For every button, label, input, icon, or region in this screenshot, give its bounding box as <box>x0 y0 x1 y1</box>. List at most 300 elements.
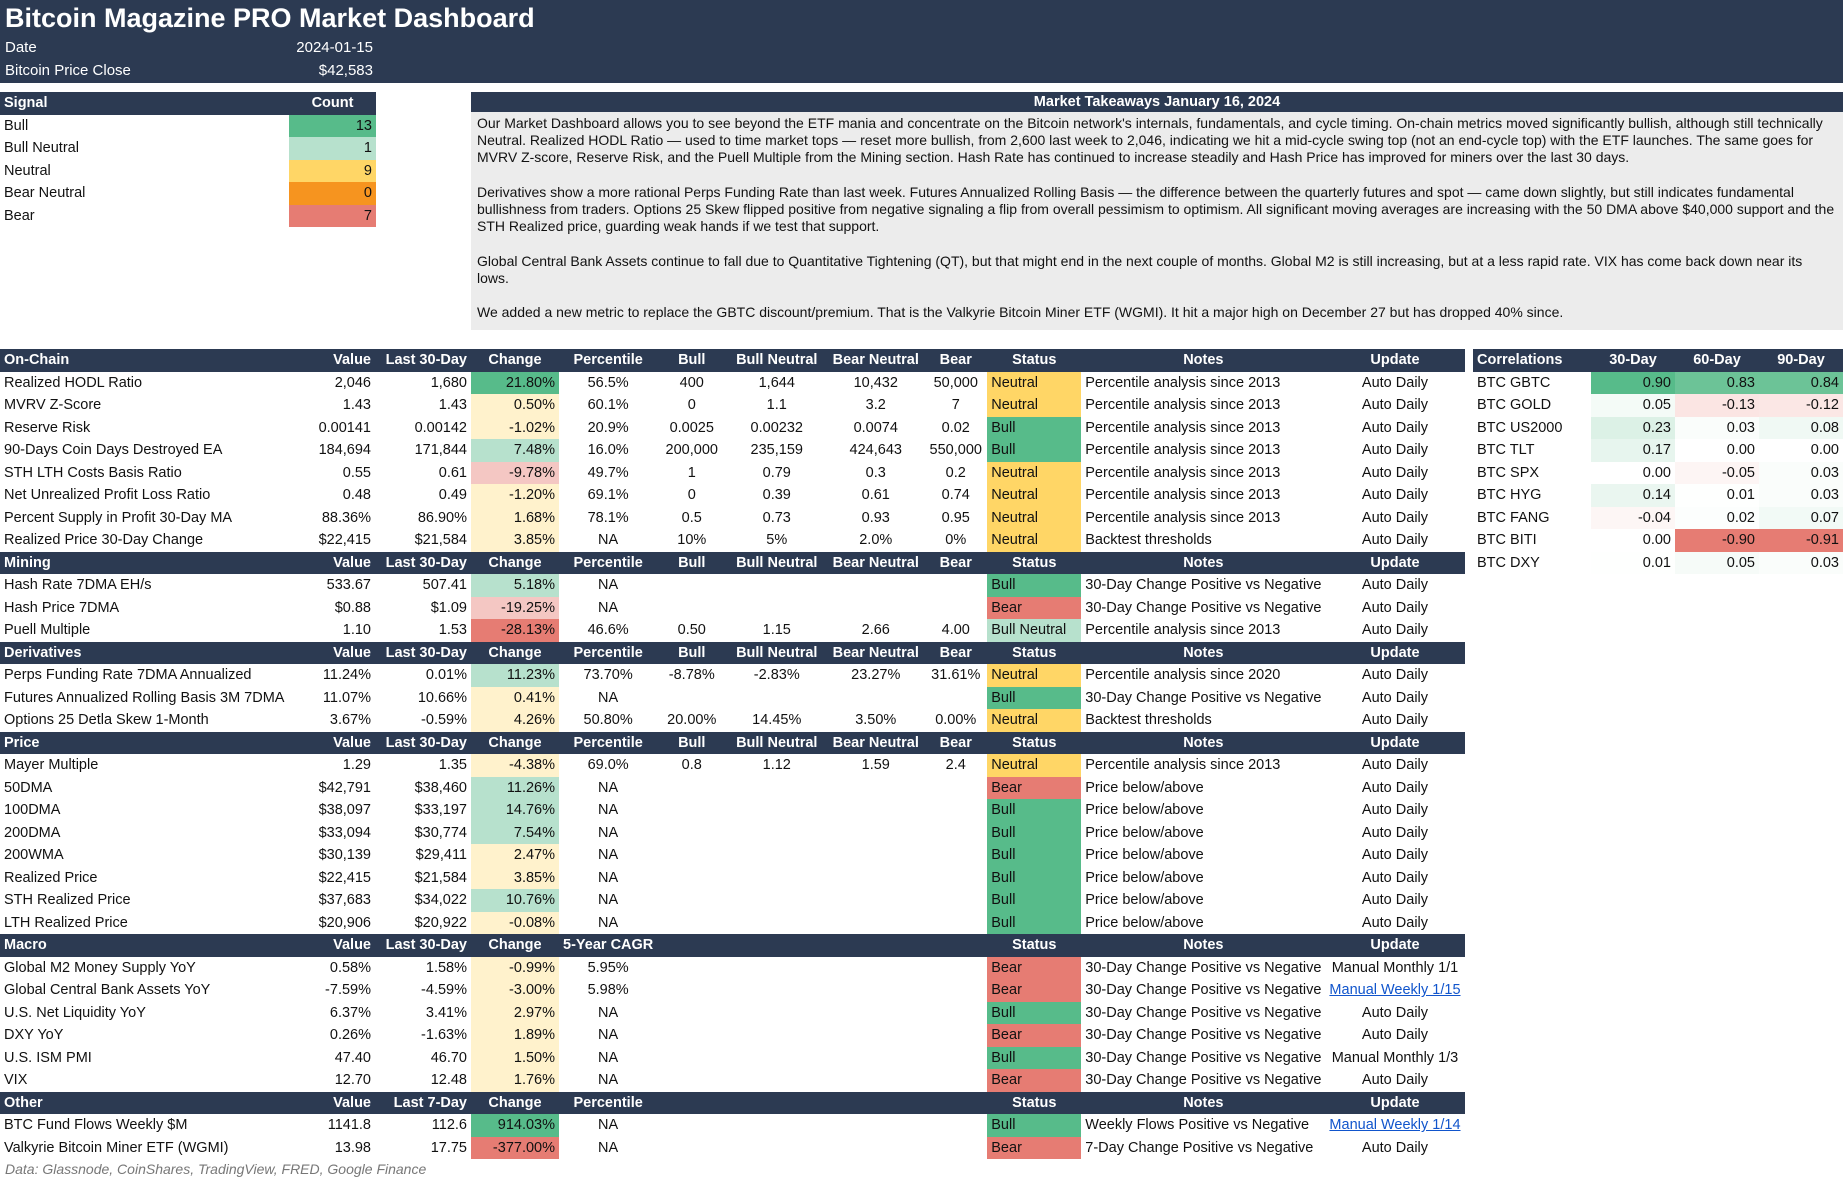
takeaway-paragraph: We added a new metric to replace the GBTC discount/premium. That is the Valkyrie Bitcoin Miner ETF (WGMI). It hit a major high on December 27 but has dropped 40% since. <box>477 304 1564 321</box>
signal-count: 7 <box>289 205 376 228</box>
status-badge: Bear <box>987 777 1081 800</box>
bull-threshold <box>657 1069 726 1092</box>
update-frequency: Manual Monthly 1/3 <box>1331 1049 1459 1066</box>
bear-neutral-threshold <box>827 912 924 935</box>
metric-name: MVRV Z-Score <box>4 397 102 414</box>
column-header: Bear Neutral <box>827 732 924 755</box>
metric-percentile: NA <box>598 869 619 886</box>
bear-neutral-threshold <box>827 822 924 845</box>
metric-change: 11.23% <box>471 664 559 687</box>
column-header: Bull Neutral <box>726 552 827 575</box>
bull-neutral-threshold: 5% <box>766 532 788 549</box>
bear-neutral-threshold: 0.61 <box>861 487 890 504</box>
column-header: 60-Day <box>1675 349 1759 372</box>
column-header: Last 30-Day <box>375 349 471 372</box>
bull-threshold: 0 <box>687 487 696 504</box>
metric-name: 50DMA <box>4 779 53 796</box>
bear-neutral-threshold <box>827 957 924 980</box>
metric-percentile: NA <box>598 1072 619 1089</box>
metric-name: LTH Realized Price <box>4 914 128 931</box>
metric-change: 4.26% <box>471 709 559 732</box>
column-header: Bull <box>657 552 726 575</box>
bull-neutral-threshold: 1.12 <box>762 757 791 774</box>
bull-threshold: 0 <box>687 397 696 414</box>
table-row <box>0 867 1465 890</box>
metric-notes: Price below/above <box>1085 802 1204 819</box>
correlation-value: 0.14 <box>1591 484 1675 507</box>
column-header: Last 30-Day <box>375 934 471 957</box>
metric-notes: Backtest thresholds <box>1085 532 1212 549</box>
update-frequency: Auto Daily <box>1361 487 1429 504</box>
bull-threshold: 0.0025 <box>669 419 714 436</box>
bull-threshold: 10% <box>677 532 707 549</box>
column-header: Value <box>301 349 375 372</box>
column-header: Correlations <box>1473 349 1591 372</box>
signal-row <box>0 160 376 183</box>
metric-percentile: NA <box>598 599 619 616</box>
metric-last-value: 1.53 <box>438 622 467 639</box>
column-header: Percentile <box>559 349 657 372</box>
metric-last-value: -1.63% <box>421 1027 467 1044</box>
status-badge: Bull <box>987 417 1081 440</box>
table-row <box>0 844 1465 867</box>
status-badge: Bull <box>987 687 1081 710</box>
column-header: Notes <box>1081 552 1325 575</box>
bear-neutral-threshold: 424,643 <box>849 442 902 459</box>
status-badge: Bear <box>987 1069 1081 1092</box>
bull-threshold <box>657 979 726 1002</box>
bear-neutral-threshold: 3.2 <box>865 397 886 414</box>
metric-notes: 30-Day Change Positive vs Negative <box>1085 1049 1322 1066</box>
metric-percentile: NA <box>598 824 619 841</box>
bull-neutral-threshold <box>726 1137 827 1160</box>
update-cell <box>1325 979 1464 1002</box>
bear-threshold: 0.02 <box>941 419 970 436</box>
column-header: Notes <box>1081 349 1325 372</box>
column-header: Status <box>987 732 1081 755</box>
bear-threshold: 7 <box>951 397 960 414</box>
column-header: Bear <box>924 642 987 665</box>
correlation-value: 0.00 <box>1591 462 1675 485</box>
metric-percentile: 73.70% <box>583 667 633 684</box>
bear-threshold <box>924 1024 987 1047</box>
metric-last-value: 0.61 <box>438 464 467 481</box>
column-header: Change <box>471 642 559 665</box>
bull-threshold <box>657 1047 726 1070</box>
metric-last-value: 507.41 <box>422 577 467 594</box>
update-link[interactable]: Manual Weekly 1/14 <box>1329 1117 1461 1134</box>
correlation-value: 0.83 <box>1675 372 1759 395</box>
bull-threshold: 0.5 <box>681 509 702 526</box>
column-header <box>657 1092 726 1115</box>
metric-change: 0.41% <box>471 687 559 710</box>
metric-value: 6.37% <box>329 1004 371 1021</box>
metric-last-value: 0.00142 <box>414 419 467 436</box>
bull-threshold <box>657 1002 726 1025</box>
metric-change: -4.38% <box>471 754 559 777</box>
column-header: Update <box>1325 1092 1464 1115</box>
metric-last-value: 17.75 <box>430 1139 467 1156</box>
metric-name: Global Central Bank Assets YoY <box>4 982 211 999</box>
metric-notes: Percentile analysis since 2013 <box>1085 374 1281 391</box>
correlation-value: 0.05 <box>1591 394 1675 417</box>
table-row <box>0 462 1465 485</box>
correlation-value: 0.00 <box>1675 439 1759 462</box>
status-badge: Bull <box>987 822 1081 845</box>
metric-name: DXY YoY <box>4 1027 64 1044</box>
correlation-value: 0.84 <box>1759 372 1843 395</box>
bull-threshold <box>657 597 726 620</box>
correlation-value: 0.03 <box>1759 462 1843 485</box>
metric-value: $33,094 <box>318 824 371 841</box>
correlation-row <box>1473 462 1843 485</box>
metric-value: $22,415 <box>318 869 371 886</box>
table-row <box>0 597 1465 620</box>
column-header: Value <box>301 552 375 575</box>
update-frequency: Auto Daily <box>1361 712 1429 729</box>
metric-notes: Weekly Flows Positive vs Negative <box>1085 1117 1310 1134</box>
status-badge: Bear <box>987 957 1081 980</box>
signal-row <box>0 182 376 205</box>
section-title: Other <box>0 1092 301 1115</box>
bear-neutral-threshold: 0.93 <box>861 509 890 526</box>
metric-change: -3.00% <box>471 979 559 1002</box>
correlation-pair: BTC BITI <box>1477 532 1537 549</box>
section-title: On-Chain <box>0 349 301 372</box>
metric-change: 2.97% <box>471 1002 559 1025</box>
bear-neutral-threshold <box>827 979 924 1002</box>
metric-change: -9.78% <box>471 462 559 485</box>
metric-value: 2,046 <box>334 374 371 391</box>
column-header: Change <box>471 349 559 372</box>
column-header: Last 30-Day <box>375 552 471 575</box>
metric-name: Hash Price 7DMA <box>4 599 120 616</box>
metric-notes: 30-Day Change Positive vs Negative <box>1085 1027 1322 1044</box>
correlation-value: -0.04 <box>1591 507 1675 530</box>
metric-name: STH LTH Costs Basis Ratio <box>4 464 182 481</box>
bear-threshold: 2.4 <box>945 757 966 774</box>
metric-change: 3.85% <box>471 867 559 890</box>
table-row <box>0 619 1465 642</box>
metric-value: $38,097 <box>318 802 371 819</box>
metric-change: -0.99% <box>471 957 559 980</box>
update-frequency: Auto Daily <box>1361 622 1429 639</box>
update-frequency: Auto Daily <box>1361 397 1429 414</box>
column-header: Change <box>471 552 559 575</box>
metric-percentile: 78.1% <box>587 509 629 526</box>
bear-neutral-threshold <box>827 1069 924 1092</box>
metric-notes: Percentile analysis since 2013 <box>1085 442 1281 459</box>
metric-percentile: NA <box>598 802 619 819</box>
bear-threshold <box>924 1002 987 1025</box>
correlations-header-row <box>1473 349 1843 372</box>
bear-threshold <box>924 799 987 822</box>
metric-name: Net Unrealized Profit Loss Ratio <box>4 487 211 504</box>
data-sources-footer: Data: Glassnode, CoinShares, TradingView, FRED, Google Finance <box>5 1161 427 1177</box>
metric-name: Realized HODL Ratio <box>4 374 143 391</box>
column-header: Change <box>471 1092 559 1115</box>
update-link[interactable]: Manual Weekly 1/15 <box>1329 982 1461 999</box>
correlation-row <box>1473 507 1843 530</box>
status-badge: Bull <box>987 867 1081 890</box>
metric-value: $0.88 <box>334 599 371 616</box>
metric-notes: Price below/above <box>1085 869 1204 886</box>
metric-change: -377.00% <box>471 1137 559 1160</box>
correlation-row <box>1473 552 1843 575</box>
table-row <box>0 574 1465 597</box>
bull-neutral-threshold <box>726 1002 827 1025</box>
correlation-pair: BTC US2000 <box>1477 419 1563 436</box>
metric-change: 0.50% <box>471 394 559 417</box>
metric-value: 47.40 <box>334 1049 371 1066</box>
status-badge: Neutral <box>987 462 1081 485</box>
date-label: Date <box>5 39 37 56</box>
table-row <box>0 1137 1465 1160</box>
status-badge: Bull <box>987 844 1081 867</box>
table-row <box>0 417 1465 440</box>
update-frequency: Auto Daily <box>1361 599 1429 616</box>
bull-neutral-threshold <box>726 799 827 822</box>
section-header-row <box>0 1092 1465 1115</box>
table-row <box>0 889 1465 912</box>
bear-neutral-threshold: 23.27% <box>851 667 901 684</box>
status-badge: Bear <box>987 979 1081 1002</box>
section-title: Derivatives <box>0 642 301 665</box>
metric-value: 3.67% <box>329 712 371 729</box>
metric-notes: 30-Day Change Positive vs Negative <box>1085 959 1322 976</box>
bull-threshold <box>657 957 726 980</box>
update-frequency: Auto Daily <box>1361 892 1429 909</box>
metric-value: 0.00141 <box>318 419 371 436</box>
status-badge: Neutral <box>987 754 1081 777</box>
metric-last-value: $1.09 <box>430 599 467 616</box>
status-badge: Bull <box>987 912 1081 935</box>
metric-value: 12.70 <box>334 1072 371 1089</box>
signal-row <box>0 137 376 160</box>
metric-change: -0.08% <box>471 912 559 935</box>
bear-threshold: 50,000 <box>933 374 978 391</box>
signal-label: Neutral <box>4 162 51 179</box>
metric-value: -7.59% <box>325 982 371 999</box>
update-frequency: Auto Daily <box>1361 442 1429 459</box>
metric-name: Hash Rate 7DMA EH/s <box>4 577 152 594</box>
takeaway-paragraph: Our Market Dashboard allows you to see beyond the ETF mania and concentrate on the Bitcoin network's internals, fundamentals, and cycle timing. On-chain metrics moved significantly bullish, although still technically Neutral. Realized HODL Ratio — used to time market tops — reset more bullish, from 2,600 last week to 2,046, indicating we hit a mid-cycle swing top (not an end-cycle top) with the ETF launches. The same goes for MVRV Z-score, Reserve Risk, and the Puell Multiple from the Mining section. Hash Rate has continued to increase steadily and Hash Price has improved for miners over the last 30 days. <box>477 115 1823 166</box>
section-header-row <box>0 934 1465 957</box>
metric-name: Perps Funding Rate 7DMA Annualized <box>4 667 252 684</box>
column-header <box>827 934 924 957</box>
bear-neutral-threshold <box>827 1047 924 1070</box>
metric-last-value: 171,844 <box>414 442 467 459</box>
bull-threshold <box>657 1024 726 1047</box>
correlation-value: 0.23 <box>1591 417 1675 440</box>
status-badge: Bull <box>987 799 1081 822</box>
bull-neutral-threshold <box>726 687 827 710</box>
metric-percentile: 20.9% <box>587 419 629 436</box>
metric-last-value: -0.59% <box>421 712 467 729</box>
update-cell <box>1325 1114 1464 1137</box>
metric-change: -19.25% <box>471 597 559 620</box>
metric-notes: Price below/above <box>1085 914 1204 931</box>
metric-notes: Percentile analysis since 2013 <box>1085 622 1281 639</box>
page-title: Bitcoin Magazine PRO Market Dashboard <box>5 3 535 33</box>
correlation-pair: BTC TLT <box>1477 442 1535 459</box>
update-frequency: Auto Daily <box>1361 689 1429 706</box>
signal-count: 1 <box>289 137 376 160</box>
column-header <box>924 1092 987 1115</box>
metrics-table <box>0 349 1465 1159</box>
takeaways-title: Market Takeaways January 16, 2024 <box>471 92 1843 112</box>
price-value: $42,583 <box>318 62 373 79</box>
metric-last-value: 10.66% <box>417 689 467 706</box>
signal-row <box>0 115 376 138</box>
signal-row <box>0 205 376 228</box>
update-frequency: Auto Daily <box>1361 509 1429 526</box>
correlations-table <box>1473 349 1843 574</box>
metric-percentile: NA <box>598 1117 619 1134</box>
metric-name: Realized Price <box>4 869 98 886</box>
date-value: 2024-01-15 <box>296 39 373 56</box>
column-header: Value <box>301 642 375 665</box>
column-header: Notes <box>1081 642 1325 665</box>
bear-neutral-threshold <box>827 687 924 710</box>
column-header: Last 30-Day <box>375 732 471 755</box>
table-row <box>0 709 1465 732</box>
status-badge: Neutral <box>987 507 1081 530</box>
bull-threshold <box>657 889 726 912</box>
bear-threshold <box>924 597 987 620</box>
metric-notes: Percentile analysis since 2013 <box>1085 464 1281 481</box>
bear-threshold <box>924 687 987 710</box>
column-header: Percentile <box>559 642 657 665</box>
correlation-value: 0.07 <box>1759 507 1843 530</box>
bull-neutral-threshold <box>726 979 827 1002</box>
bull-neutral-threshold <box>726 957 827 980</box>
metric-value: $30,139 <box>318 847 371 864</box>
bull-threshold <box>657 687 726 710</box>
column-header: Bull Neutral <box>726 732 827 755</box>
column-header: Bull Neutral <box>726 349 827 372</box>
bull-neutral-threshold: 1.1 <box>766 397 787 414</box>
metric-change: 10.76% <box>471 889 559 912</box>
metric-last-value: -4.59% <box>421 982 467 999</box>
metric-name: Realized Price 30-Day Change <box>4 532 204 549</box>
metric-percentile: 16.0% <box>587 442 629 459</box>
status-badge: Neutral <box>987 484 1081 507</box>
update-frequency: Auto Daily <box>1361 1027 1429 1044</box>
bull-threshold: 200,000 <box>665 442 718 459</box>
bull-neutral-threshold <box>726 1069 827 1092</box>
column-header <box>657 934 726 957</box>
bear-threshold: 0.95 <box>941 509 970 526</box>
metric-value: 0.55 <box>342 464 371 481</box>
correlation-row <box>1473 394 1843 417</box>
bear-threshold: 31.61% <box>931 667 981 684</box>
metric-value: $20,906 <box>318 914 371 931</box>
bull-threshold <box>657 822 726 845</box>
signal-label: Bull Neutral <box>4 140 79 157</box>
column-header: Status <box>987 642 1081 665</box>
correlation-pair: BTC HYG <box>1477 487 1542 504</box>
update-frequency: Auto Daily <box>1361 1139 1429 1156</box>
update-frequency: Auto Daily <box>1361 419 1429 436</box>
metric-notes: Price below/above <box>1085 892 1204 909</box>
metric-value: $37,683 <box>318 892 371 909</box>
metric-last-value: 86.90% <box>417 509 467 526</box>
column-header <box>726 1092 827 1115</box>
bear-neutral-threshold: 10,432 <box>853 374 898 391</box>
column-header: Notes <box>1081 732 1325 755</box>
column-header: Bear Neutral <box>827 642 924 665</box>
table-row <box>0 687 1465 710</box>
bull-threshold: 1 <box>687 464 696 481</box>
bear-threshold: 0.74 <box>941 487 970 504</box>
signal-label: Bull <box>4 117 29 134</box>
bear-neutral-threshold: 2.0% <box>859 532 893 549</box>
metric-change: 5.18% <box>471 574 559 597</box>
metric-change: -28.13% <box>471 619 559 642</box>
metric-name: Futures Annualized Rolling Basis 3M 7DMA <box>4 689 285 706</box>
metric-percentile: NA <box>598 532 619 549</box>
metric-last-value: $21,584 <box>414 532 467 549</box>
table-row <box>0 664 1465 687</box>
bull-neutral-threshold: 0.39 <box>762 487 791 504</box>
bull-neutral-threshold: 14.45% <box>752 712 802 729</box>
metric-name: VIX <box>4 1072 28 1089</box>
metric-percentile: NA <box>598 577 619 594</box>
metric-notes: 7-Day Change Positive vs Negative <box>1085 1139 1314 1156</box>
status-badge: Bull <box>987 1047 1081 1070</box>
bull-neutral-threshold: 0.79 <box>762 464 791 481</box>
bull-neutral-threshold <box>726 822 827 845</box>
metric-change: 14.76% <box>471 799 559 822</box>
bull-neutral-threshold <box>726 889 827 912</box>
column-header: 30-Day <box>1591 349 1675 372</box>
takeaway-paragraph: Global Central Bank Assets continue to fall due to Quantitative Tightening (QT), but that might end in the next couple of months. Global M2 is still increasing, but at a less rapid rate. VIX has come back down near its lows. <box>477 252 1803 286</box>
column-header: Update <box>1325 552 1464 575</box>
bear-threshold <box>924 979 987 1002</box>
metric-change: 2.47% <box>471 844 559 867</box>
column-header: 5-Year CAGR <box>559 934 657 957</box>
correlation-pair: BTC DXY <box>1477 554 1540 571</box>
status-badge: Bull <box>987 439 1081 462</box>
metric-last-value: 0.49 <box>438 487 467 504</box>
update-frequency: Auto Daily <box>1361 779 1429 796</box>
bear-neutral-threshold <box>827 799 924 822</box>
column-header: Bear <box>924 349 987 372</box>
column-header: Last 7-Day <box>375 1092 471 1115</box>
metric-last-value: 1.58% <box>425 959 467 976</box>
correlation-value: 0.03 <box>1675 417 1759 440</box>
column-header: Change <box>471 732 559 755</box>
metric-value: 1.29 <box>342 757 371 774</box>
bear-threshold <box>924 777 987 800</box>
signal-count: 13 <box>289 115 376 138</box>
column-header: Update <box>1325 349 1464 372</box>
bull-threshold: -8.78% <box>668 667 715 684</box>
metric-name: Global M2 Money Supply YoY <box>4 959 196 976</box>
metric-change: 3.85% <box>471 529 559 552</box>
correlation-row <box>1473 372 1843 395</box>
column-header: Status <box>987 934 1081 957</box>
correlation-value: -0.13 <box>1675 394 1759 417</box>
column-header: Bull <box>657 349 726 372</box>
bear-neutral-threshold <box>827 1114 924 1137</box>
metric-value: $42,791 <box>318 779 371 796</box>
update-frequency: Auto Daily <box>1361 869 1429 886</box>
column-header: Percentile <box>559 732 657 755</box>
column-header <box>924 934 987 957</box>
bear-neutral-threshold <box>827 574 924 597</box>
